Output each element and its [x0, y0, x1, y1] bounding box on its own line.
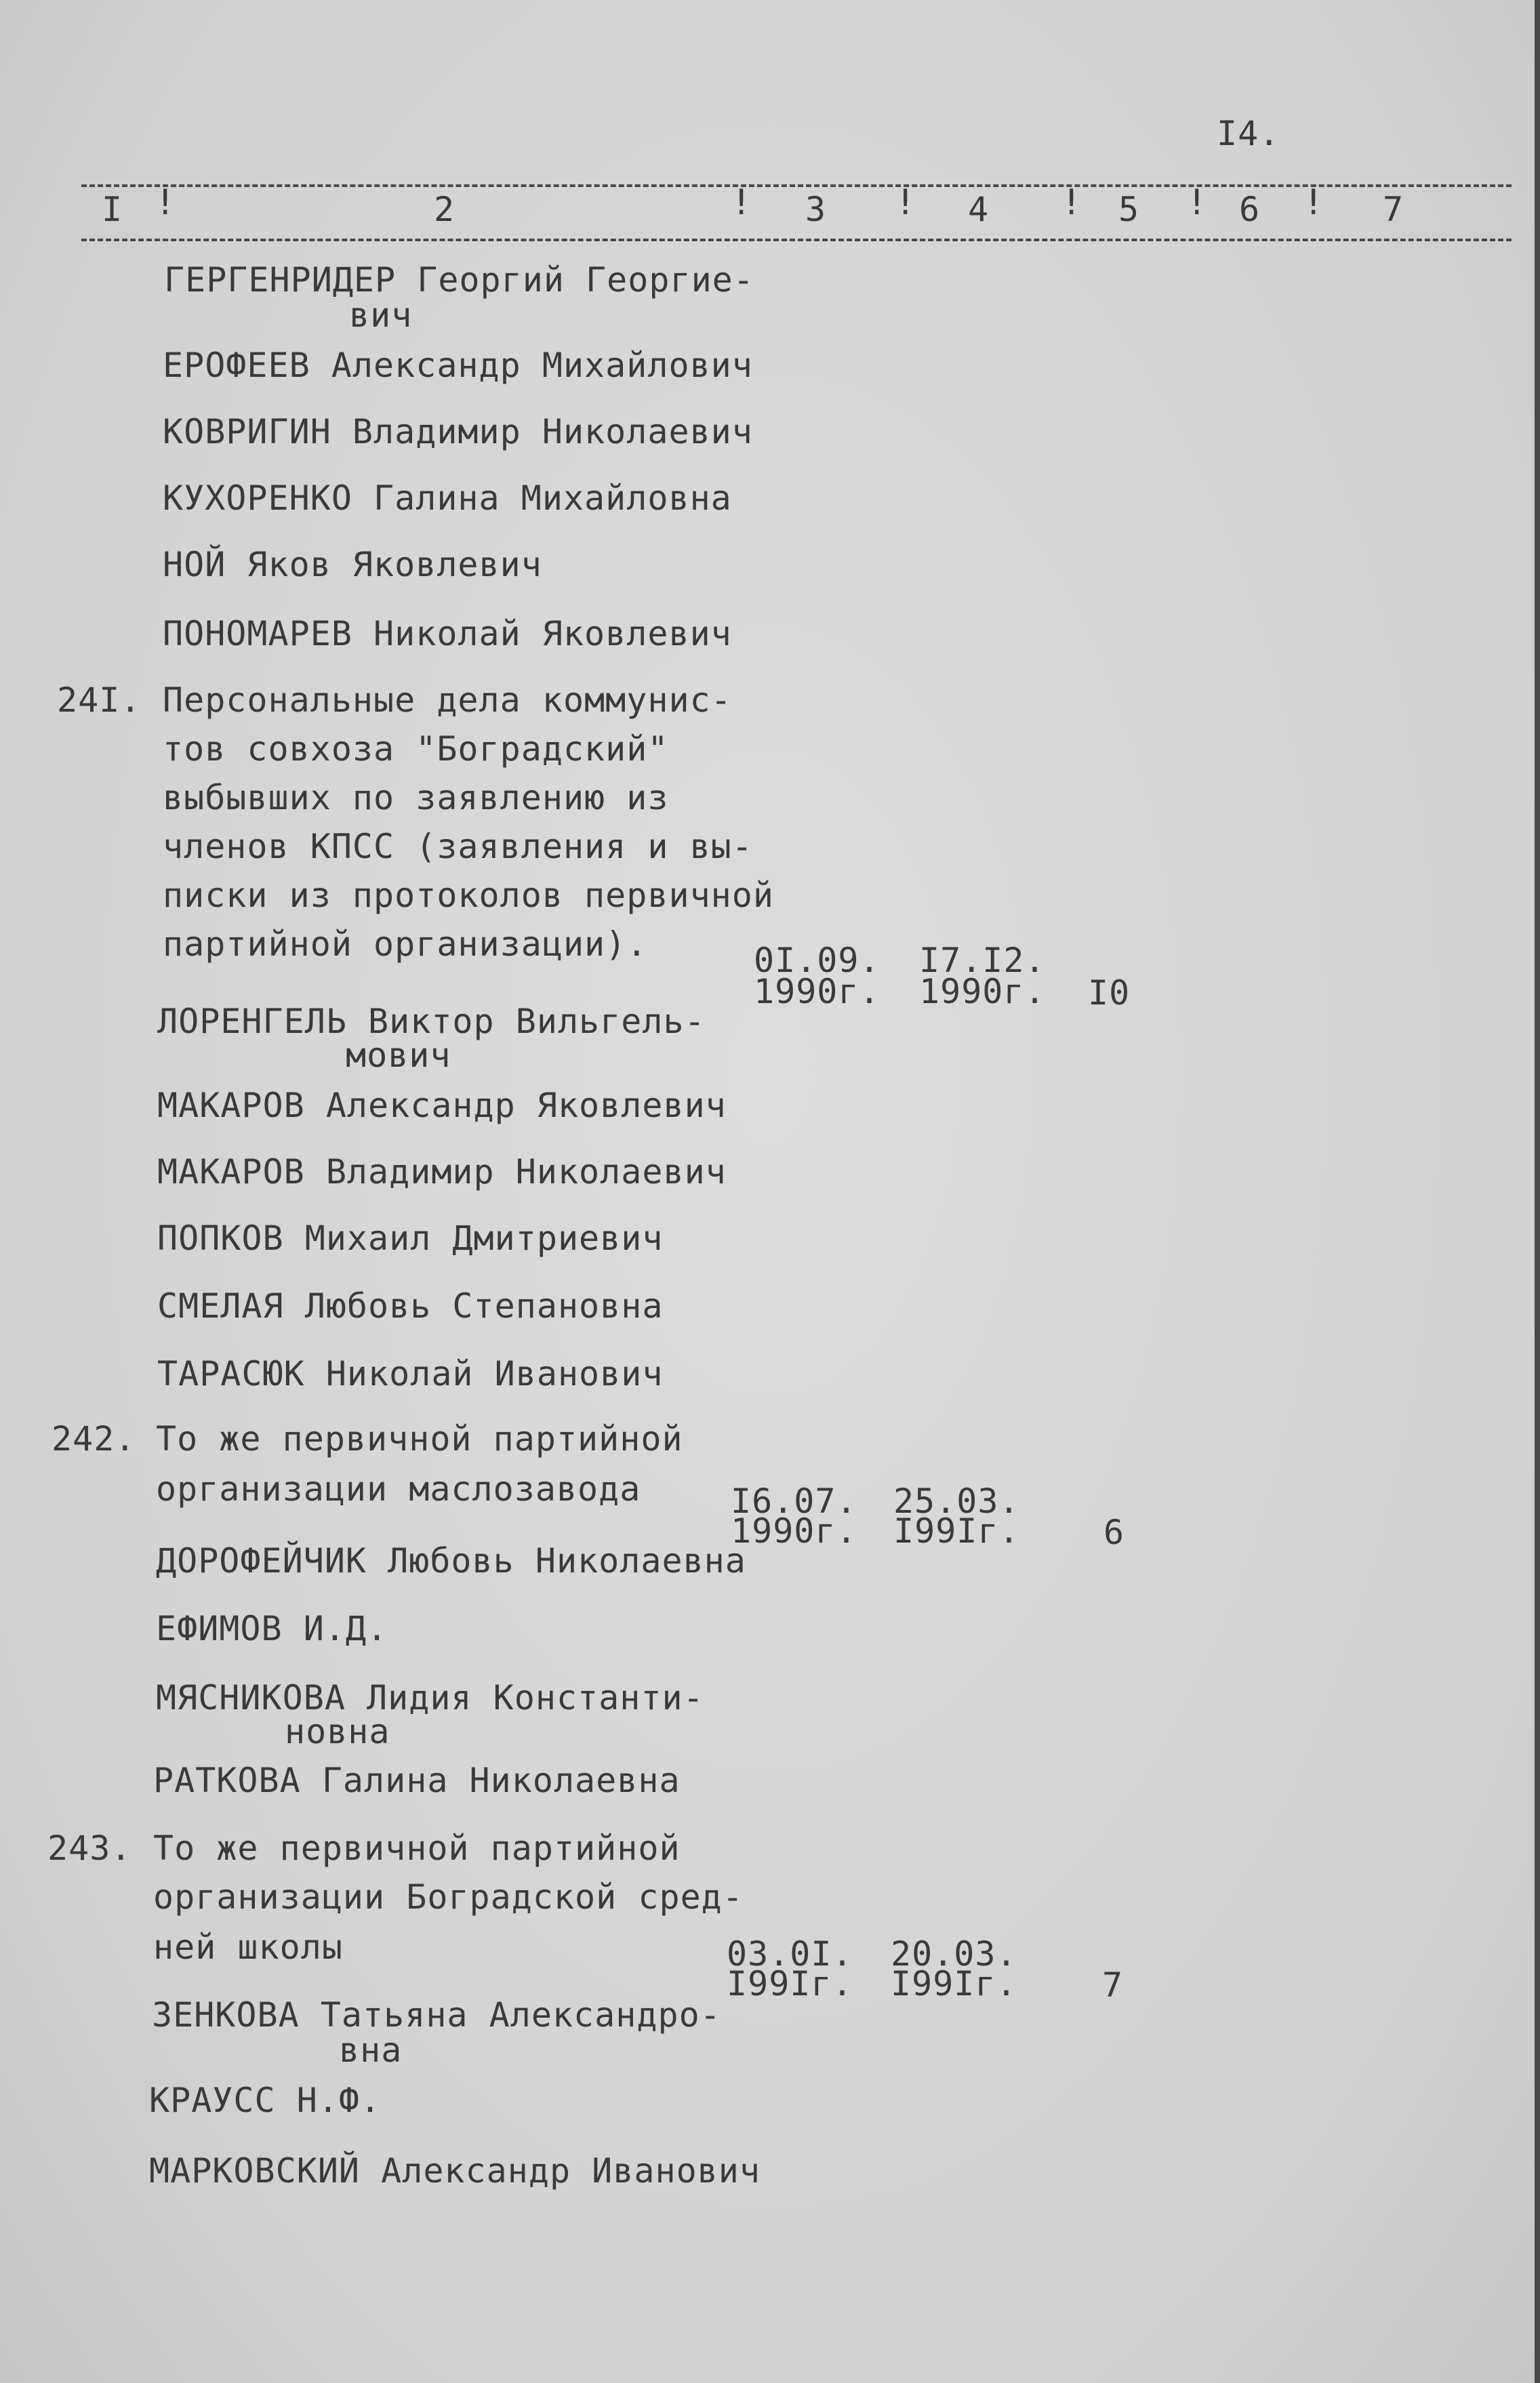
column-separator: ! [895, 182, 917, 223]
entry-title-line: То же первичной партийной [156, 1419, 683, 1459]
start-date: 03.0I. [727, 1934, 853, 1974]
entry-title-line: писки из протоколов первичной [163, 876, 774, 915]
entry-number: 242. [52, 1419, 136, 1459]
end-date-year: I99Iг. [891, 1964, 1017, 2003]
entry-title-line: организации маслозавода [156, 1469, 641, 1509]
person-name: мович [346, 1036, 451, 1075]
person-name: новна [285, 1712, 390, 1751]
entry-title-line: партийной организации). [163, 924, 648, 964]
person-name: ЗЕНКОВА Татьяна Александро- [152, 1995, 721, 2035]
person-name: ДОРОФЕЙЧИК Любовь Николаевна [156, 1541, 746, 1581]
entry-title-line: Персональные дела коммунис- [163, 680, 732, 720]
person-name: ЛОРЕНГЕЛЬ Виктор Вильгель- [157, 1002, 706, 1041]
person-name: вна [339, 2031, 403, 2070]
start-date-year: I99Iг. [727, 1964, 853, 2003]
person-name: СМЕЛАЯ Любовь Степановна [157, 1286, 664, 1326]
column-number-2: 2 [434, 190, 455, 229]
column-number-6: 6 [1239, 190, 1261, 229]
column-number-7: 7 [1383, 190, 1404, 229]
person-name: ГЕРГЕНРИДЕР Георгий Георгие- [164, 260, 754, 300]
person-name: МЯСНИКОВА Лидия Константи- [156, 1678, 704, 1717]
start-date-year: 1990г. [754, 972, 880, 1011]
column-separator: ! [731, 182, 753, 223]
column-separator: ! [155, 182, 177, 223]
person-name: ЕРОФЕЕВ Александр Михайлович [163, 346, 753, 385]
sheet-count: 6 [1103, 1513, 1125, 1552]
person-name: МАКАРОВ Владимир Николаевич [157, 1152, 727, 1192]
start-date: 0I.09. [754, 941, 880, 980]
entry-title-line: ней школы [153, 1928, 343, 1967]
person-name: КРАУСС Н.Ф. [149, 2081, 382, 2120]
page-number: I4. [1217, 114, 1280, 153]
start-date: I6.07. [731, 1482, 857, 1521]
column-number-5: 5 [1118, 190, 1140, 229]
column-separator: ! [1061, 182, 1083, 223]
scan-edge-shadow [1535, 0, 1540, 2383]
person-name: РАТКОВА Галина Николаевна [153, 1761, 681, 1800]
entry-title-line: организации Боградской сред- [153, 1877, 744, 1917]
person-name: МАКАРОВ Александр Яковлевич [157, 1086, 727, 1125]
person-name: КУХОРЕНКО Галина Михайловна [163, 478, 732, 518]
person-name: МАРКОВСКИЙ Александр Иванович [149, 2151, 761, 2191]
column-number-4: 4 [968, 190, 990, 229]
column-number-1: I [102, 190, 123, 229]
person-name: ПОПКОВ Михаил Дмитриевич [157, 1219, 664, 1258]
person-name: КОВРИГИН Владимир Николаевич [163, 412, 753, 451]
start-date-year: 1990г. [731, 1511, 857, 1551]
entry-title-line: выбывших по заявлению из [163, 778, 669, 817]
column-separator: ! [1186, 182, 1209, 223]
end-date: 20.03. [891, 1934, 1017, 1974]
end-date: 25.03. [893, 1482, 1020, 1521]
person-name: ТАРАСЮК Николай Иванович [157, 1354, 664, 1393]
column-number-3: 3 [805, 190, 827, 229]
column-separator: ! [1303, 182, 1325, 223]
header-bottom-rule [81, 239, 1512, 241]
end-date-year: I99Iг. [893, 1511, 1020, 1551]
person-name: ПОНОМАРЕВ Николай Яковлевич [163, 614, 732, 653]
end-date: I7.I2. [919, 941, 1046, 980]
entry-number: 243. [47, 1829, 132, 1868]
entry-title-line: тов совхоза "Боградский" [163, 729, 669, 769]
header-top-rule [81, 184, 1512, 187]
person-name: ЕФИМОВ И.Д. [156, 1609, 388, 1648]
sheet-count: I0 [1088, 973, 1131, 1013]
person-name: вич [349, 296, 413, 335]
sheet-count: 7 [1102, 1966, 1124, 2005]
entry-number: 24I. [57, 680, 142, 720]
end-date-year: 1990г. [919, 972, 1046, 1011]
person-name: НОЙ Яков Яковлевич [163, 545, 542, 584]
entry-title-line: То же первичной партийной [153, 1829, 681, 1868]
entry-title-line: членов КПСС (заявления и вы- [163, 827, 753, 866]
